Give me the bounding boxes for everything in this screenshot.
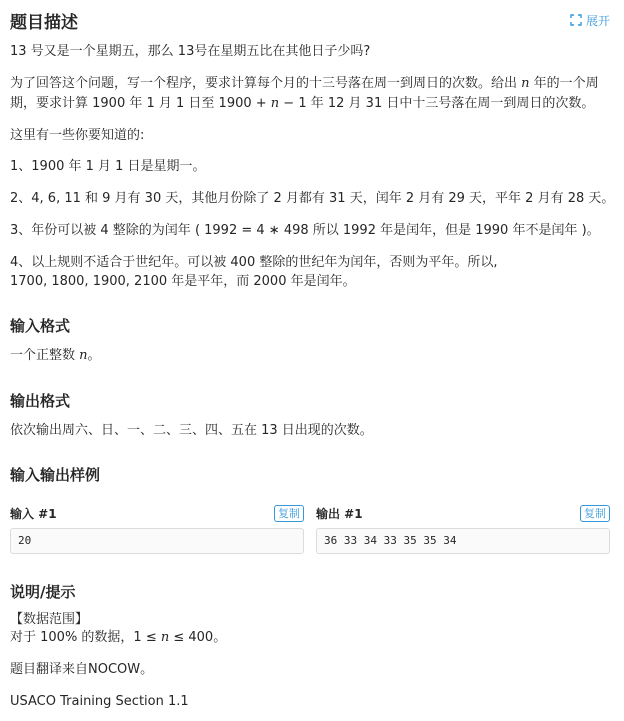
sample-output <box>316 504 610 554</box>
output-format-heading: 输出格式 <box>10 392 71 410</box>
samples-heading: 输入输出样例 <box>10 466 101 484</box>
expand-label: 展开 <box>585 13 610 28</box>
expand-button[interactable] <box>570 12 610 29</box>
input-format-text: 一个正整数 n。 <box>10 348 101 363</box>
source-note: USACO Training Section 1.1 <box>10 694 189 709</box>
description-para-2b: 期，要求计算 1900 年 1 月 1 日至 1900 + n − 1 年 12 月 31 日中十三号落在周一到周日的次数。 <box>10 96 595 111</box>
sample-input-box: 20 <box>10 528 304 554</box>
problem-header <box>10 9 610 31</box>
copy-output-button[interactable]: 复制 <box>580 505 610 522</box>
know-text: 这里有一些你要知道的: <box>10 128 145 143</box>
rule-4b: 1700, 1800, 1900, 2100 年是平年，而 2000 年是闰年。 <box>10 274 356 289</box>
sample-output-box: 36 33 34 33 35 35 34 <box>316 528 610 554</box>
description-line-1: 13 号又是一个星期五，那么 13号在星期五比在其他日子少吗? <box>10 44 371 59</box>
rule-2: 2、4, 6, 11 和 9 月有 30 天，其他月份除了 2 月都有 31 天，闰年 2 月有 29 天，平年 2 月有 28 天。 <box>10 191 615 206</box>
copy-input-button[interactable]: 复制 <box>274 505 304 522</box>
sample-output-label: 输出 #1 <box>316 506 363 521</box>
description-para-2a: 为了回答这个问题，写一个程序，要求计算每个月的十三号落在周一到周日的次数。给出 n 年的一个周 <box>10 76 599 91</box>
page-title: 题目描述 <box>10 12 78 33</box>
range-text: 对于 100% 的数据，1 ≤ n ≤ 400。 <box>10 630 227 645</box>
hint-heading: 说明/提示 <box>10 583 76 601</box>
range-title: 【数据范围】 <box>10 612 89 627</box>
input-format-heading: 输入格式 <box>10 317 71 335</box>
rule-3: 3、年份可以被 4 整除的为闰年 ( 1992 = 4 ∗ 498 所以 1992 年是闰年，但是 1990 年不是闰年 )。 <box>10 223 600 238</box>
sample-input <box>10 504 304 554</box>
translation-note: 题目翻译来自NOCOW。 <box>10 662 154 677</box>
rule-4a: 4、以上规则不适合于世纪年。可以被 400 整除的世纪年为闰年，否则为平年。所以, <box>10 255 498 270</box>
sample-input-label: 输入 #1 <box>10 506 57 521</box>
rule-1: 1、1900 年 1 月 1 日是星期一。 <box>10 159 206 174</box>
output-format-text: 依次输出周六、日、一、二、三、四、五在 13 日出现的次数。 <box>10 423 373 438</box>
expand-icon <box>570 14 582 26</box>
